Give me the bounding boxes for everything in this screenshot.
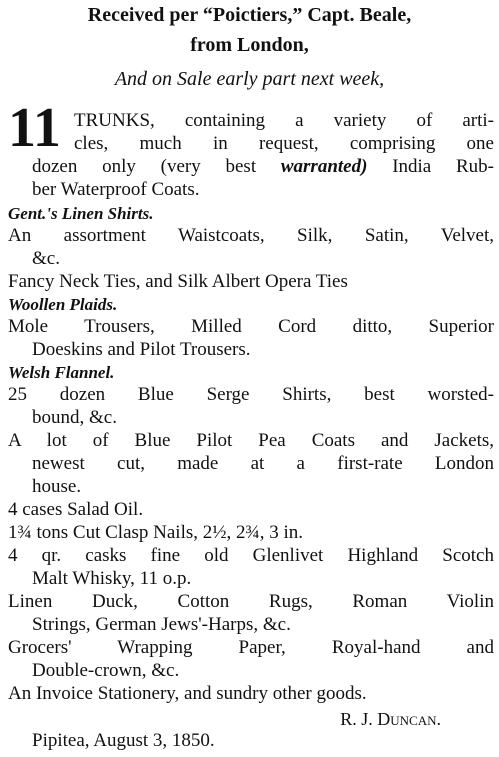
item-trousers-1: Mole Trousers, Milled Cord ditto, Superior <box>8 316 494 337</box>
item-pilot-3: house. <box>32 476 82 497</box>
header-from: from London, <box>190 34 309 56</box>
item-linen-2: Strings, German Jews'-Harps, &c. <box>32 614 291 635</box>
item-whisky-1: 4 qr. casks fine old Glenlivet Highland Scotch <box>8 545 494 566</box>
item-pilot-2: newest cut, made at a first-rate London <box>32 453 494 474</box>
item-linen-1: Linen Duck, Cotton Rugs, Roman Violin <box>8 591 494 612</box>
dropcap-number: 11 <box>8 97 61 159</box>
item-oil: 4 cases Salad Oil. <box>8 499 144 520</box>
signature: R. J. Duncan. <box>340 709 441 729</box>
heading-woollen: Woollen Plaids. <box>8 295 118 314</box>
intro-line-3-pre: dozen only (very best <box>32 156 281 177</box>
item-pilot-1: A lot of Blue Pilot Pea Coats and Jackets, <box>8 430 494 451</box>
intro-line-3 <box>32 156 494 178</box>
item-serge-1: 25 dozen Blue Serge Shirts, best worsted- <box>8 384 494 405</box>
header-received: Received per “Poictiers,” Capt. Beale, <box>87 4 412 26</box>
item-grocers-2: Double-crown, &c. <box>32 660 180 681</box>
item-trousers-2: Doeskins and Pilot Trousers. <box>32 339 251 360</box>
heading-welsh: Welsh Flannel. <box>8 363 115 382</box>
intro-warranted: warranted) <box>280 156 368 177</box>
item-neckties: Fancy Neck Ties, and Silk Albert Opera Ties <box>8 271 348 292</box>
item-nails: 1¾ tons Cut Clasp Nails, 2½, 2¾, 3 in. <box>8 522 304 543</box>
item-waistcoats-1: An assortment Waistcoats, Silk, Satin, Velvet, <box>8 225 494 246</box>
item-waistcoats-2: &c. <box>32 248 60 269</box>
intro-line-2: cles, much in request, comprising one <box>74 133 494 154</box>
item-whisky-2: Malt Whisky, 11 o.p. <box>32 568 192 589</box>
intro-line-4: ber Waterproof Coats. <box>32 179 200 200</box>
intro-line-1: TRUNKS, containing a variety of arti- <box>74 110 494 131</box>
intro-line-3-post: India Rub- <box>367 156 494 177</box>
item-invoice: An Invoice Stationery, and sundry other goods. <box>8 683 367 704</box>
dateline: Pipitea, August 3, 1850. <box>32 730 215 751</box>
item-serge-2: bound, &c. <box>32 407 117 428</box>
item-grocers-1: Grocers' Wrapping Paper, Royal-hand and <box>8 637 494 658</box>
heading-gents-linen: Gent.'s Linen Shirts. <box>8 204 154 223</box>
header-on-sale: And on Sale early part next week, <box>114 68 385 90</box>
